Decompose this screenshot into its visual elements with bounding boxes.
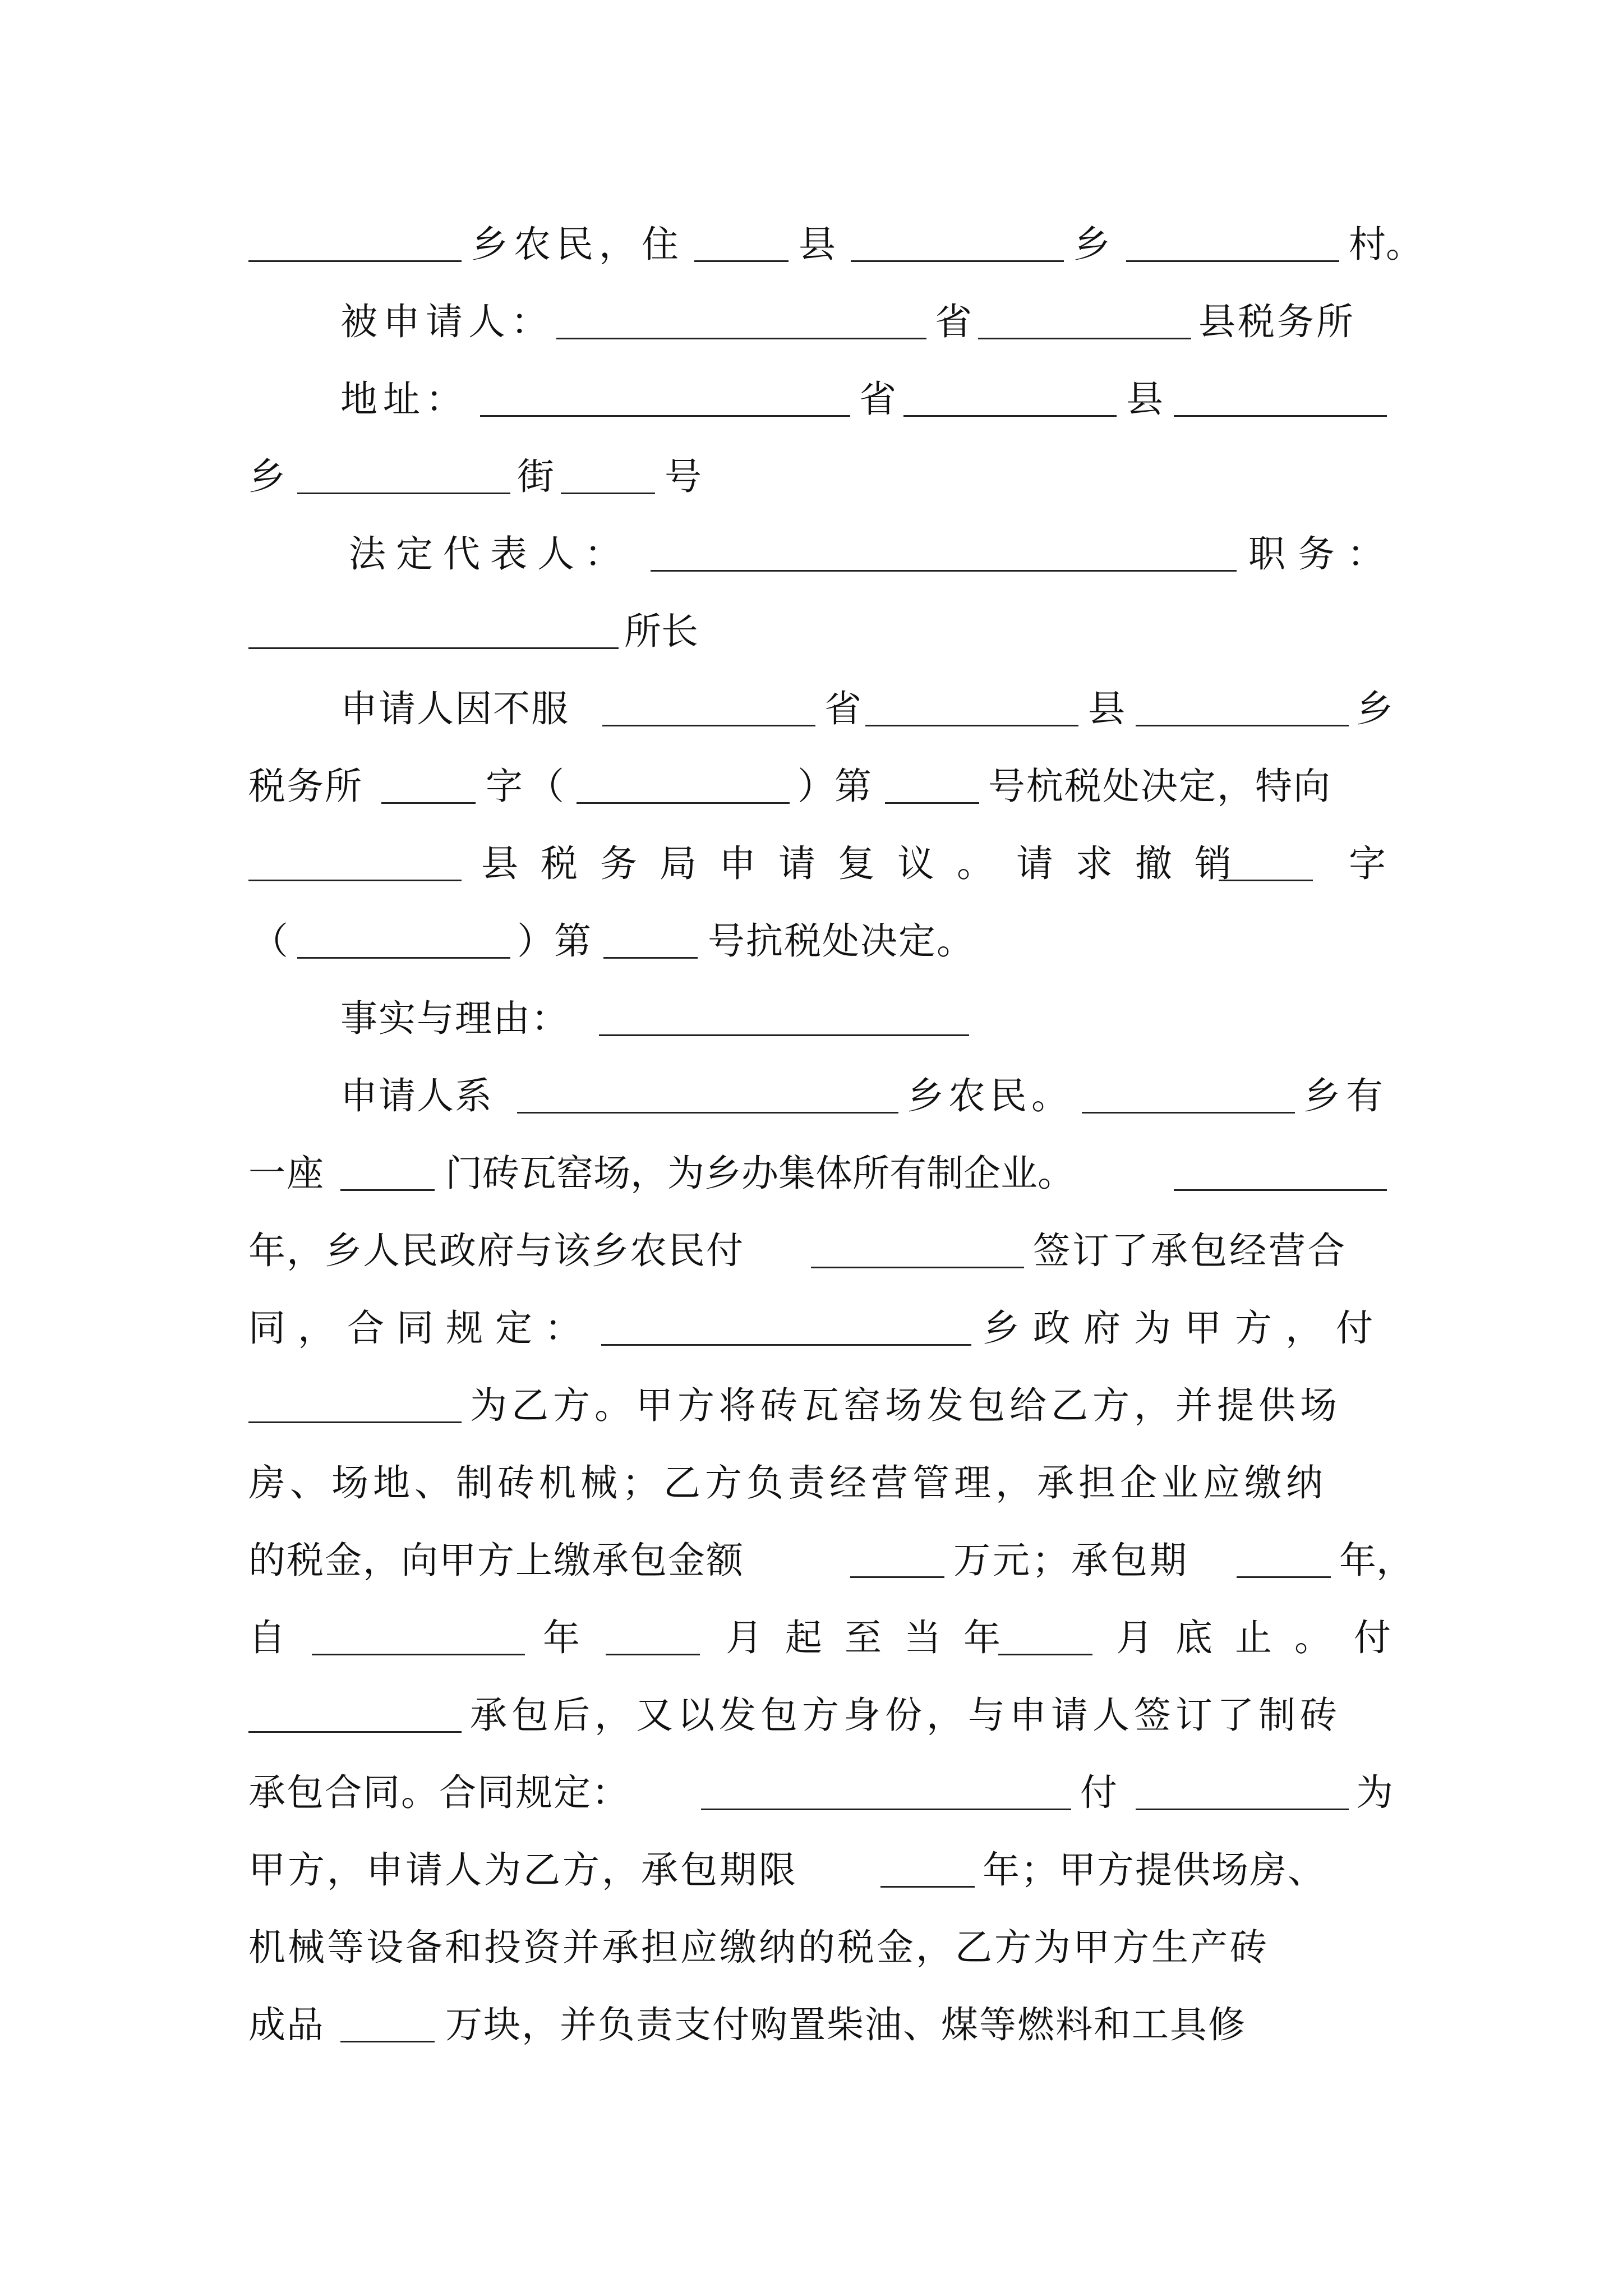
fill-blank <box>865 681 1078 726</box>
fill-blank <box>381 758 476 804</box>
text-segment: 年 <box>543 1616 580 1659</box>
text-segment: 乡农民。 <box>907 1074 1073 1117</box>
fill-blank <box>517 1068 898 1114</box>
fill-blank <box>603 913 698 959</box>
text-segment: 被申请人： <box>340 300 554 343</box>
text-segment: 一座 <box>248 1152 325 1195</box>
fill-blank <box>1174 1145 1387 1191</box>
fill-blank <box>811 1223 1024 1268</box>
text-segment: 乡农民，住 <box>471 223 684 266</box>
text-segment: 号抗税处决定。 <box>708 919 975 963</box>
fill-blank <box>340 1145 435 1191</box>
text-segment: 县 <box>1126 378 1163 421</box>
text-segment: 字（ <box>486 765 569 808</box>
fill-blank <box>606 1610 700 1655</box>
fill-blank <box>1136 1765 1349 1810</box>
fill-blank <box>248 217 462 262</box>
text-segment: 乡政府为甲方，付 <box>983 1306 1386 1350</box>
text-segment: （ <box>251 919 288 963</box>
text-segment: 村。 <box>1349 223 1423 266</box>
text-segment: 事实与理由： <box>340 997 569 1040</box>
text-segment: 号 <box>665 455 702 498</box>
text-segment: ）第 <box>517 919 591 963</box>
fill-blank <box>577 758 790 804</box>
fill-blank <box>248 836 462 881</box>
text-segment: 所长 <box>624 610 698 653</box>
text-segment: 自 <box>248 1616 285 1659</box>
fill-blank <box>602 681 815 726</box>
text-segment: 月底止。付 <box>1116 1616 1413 1659</box>
text-segment: 县税务所 <box>1198 300 1355 343</box>
text-segment: 付 <box>1080 1771 1117 1814</box>
text-segment: 万块，并负责支付购置柴油、煤等燃料和工具修 <box>445 2003 1246 2046</box>
fill-blank <box>599 991 969 1036</box>
text-segment: 县 <box>799 223 836 266</box>
fill-blank <box>998 1610 1092 1655</box>
fill-blank <box>694 217 789 262</box>
text-segment: 号杭税处决定，特向 <box>988 765 1331 808</box>
text-segment: 承包合同。合同规定： <box>248 1771 630 1814</box>
text-segment: 县税务局申请复议。请求撤销 <box>481 842 1254 885</box>
text-segment: 县 <box>1088 687 1125 730</box>
fill-blank <box>248 1378 462 1423</box>
fill-blank <box>885 758 979 804</box>
fill-blank <box>1219 836 1313 881</box>
fill-blank <box>340 1997 435 2042</box>
fill-blank <box>1237 1533 1331 1578</box>
text-segment: 税务所 <box>248 765 363 808</box>
fill-blank <box>601 1300 971 1346</box>
fill-blank <box>978 294 1191 339</box>
fill-blank <box>1082 1068 1295 1114</box>
text-segment: 乡 <box>248 455 285 498</box>
fill-blank <box>851 217 1064 262</box>
fill-blank <box>297 913 510 959</box>
text-segment: 门砖瓦窑场，为乡办集体所有制企业。 <box>445 1152 1075 1195</box>
fill-blank <box>850 1533 944 1578</box>
text-segment: 成品 <box>248 2003 325 2046</box>
text-segment: 同，合同规定： <box>248 1306 594 1350</box>
text-segment: 万元；承包期 <box>953 1539 1189 1582</box>
fill-blank <box>651 526 1237 572</box>
fill-blank <box>248 1687 462 1733</box>
fill-blank <box>312 1610 525 1655</box>
text-segment: 乡有 <box>1303 1074 1389 1117</box>
fill-blank <box>480 371 850 417</box>
text-segment: 房、场地、制砖机械；乙方负责经营管理，承担企业应缴纳 <box>248 1461 1327 1504</box>
fill-blank <box>248 604 619 649</box>
text-segment: 法定代表人： <box>349 532 631 576</box>
text-segment: 为乙方。甲方将砖瓦窑场发包给乙方，并提供场 <box>470 1384 1341 1427</box>
fill-blank <box>1126 217 1339 262</box>
text-segment: 地址： <box>340 378 468 421</box>
text-segment: 申请人因不服 <box>340 687 569 730</box>
fill-blank <box>903 371 1117 417</box>
text-segment: 的税金，向甲方上缴承包金额 <box>248 1539 744 1582</box>
text-segment: 签订了承包经营合 <box>1033 1229 1347 1272</box>
text-segment: 承包后，又以发包方身份，与申请人签订了制砖 <box>470 1694 1341 1737</box>
fill-blank <box>701 1765 1071 1810</box>
text-segment: 月起至当年 <box>726 1616 1023 1659</box>
text-segment: 省 <box>859 378 896 421</box>
fill-blank <box>1136 681 1349 726</box>
fill-blank <box>556 294 926 339</box>
text-segment: 街 <box>517 455 554 498</box>
text-segment: 甲方，申请人为乙方，承包期限 <box>248 1848 798 1892</box>
text-segment: 年， <box>1339 1539 1413 1582</box>
text-segment: 乡 <box>1073 223 1110 266</box>
text-segment: 省 <box>935 300 972 343</box>
text-segment: 机械等设备和投资并承担应缴纳的税金，乙方为甲方生产砖 <box>248 1926 1269 1969</box>
text-segment: ）第 <box>797 765 872 808</box>
text-segment: 为 <box>1356 1771 1393 1814</box>
text-segment: 职务： <box>1248 532 1396 576</box>
fill-blank <box>561 449 655 494</box>
text-segment: 乡 <box>1356 687 1393 730</box>
fill-blank <box>1174 371 1387 417</box>
fill-blank <box>297 449 510 494</box>
text-segment: 字 <box>1349 842 1386 885</box>
fill-blank <box>880 1842 975 1888</box>
text-segment: 申请人系 <box>340 1074 493 1117</box>
text-segment: 年；甲方提供场房、 <box>983 1848 1326 1892</box>
text-segment: 省 <box>824 687 861 730</box>
text-segment: 年，乡人民政府与该乡农民付 <box>248 1229 744 1272</box>
